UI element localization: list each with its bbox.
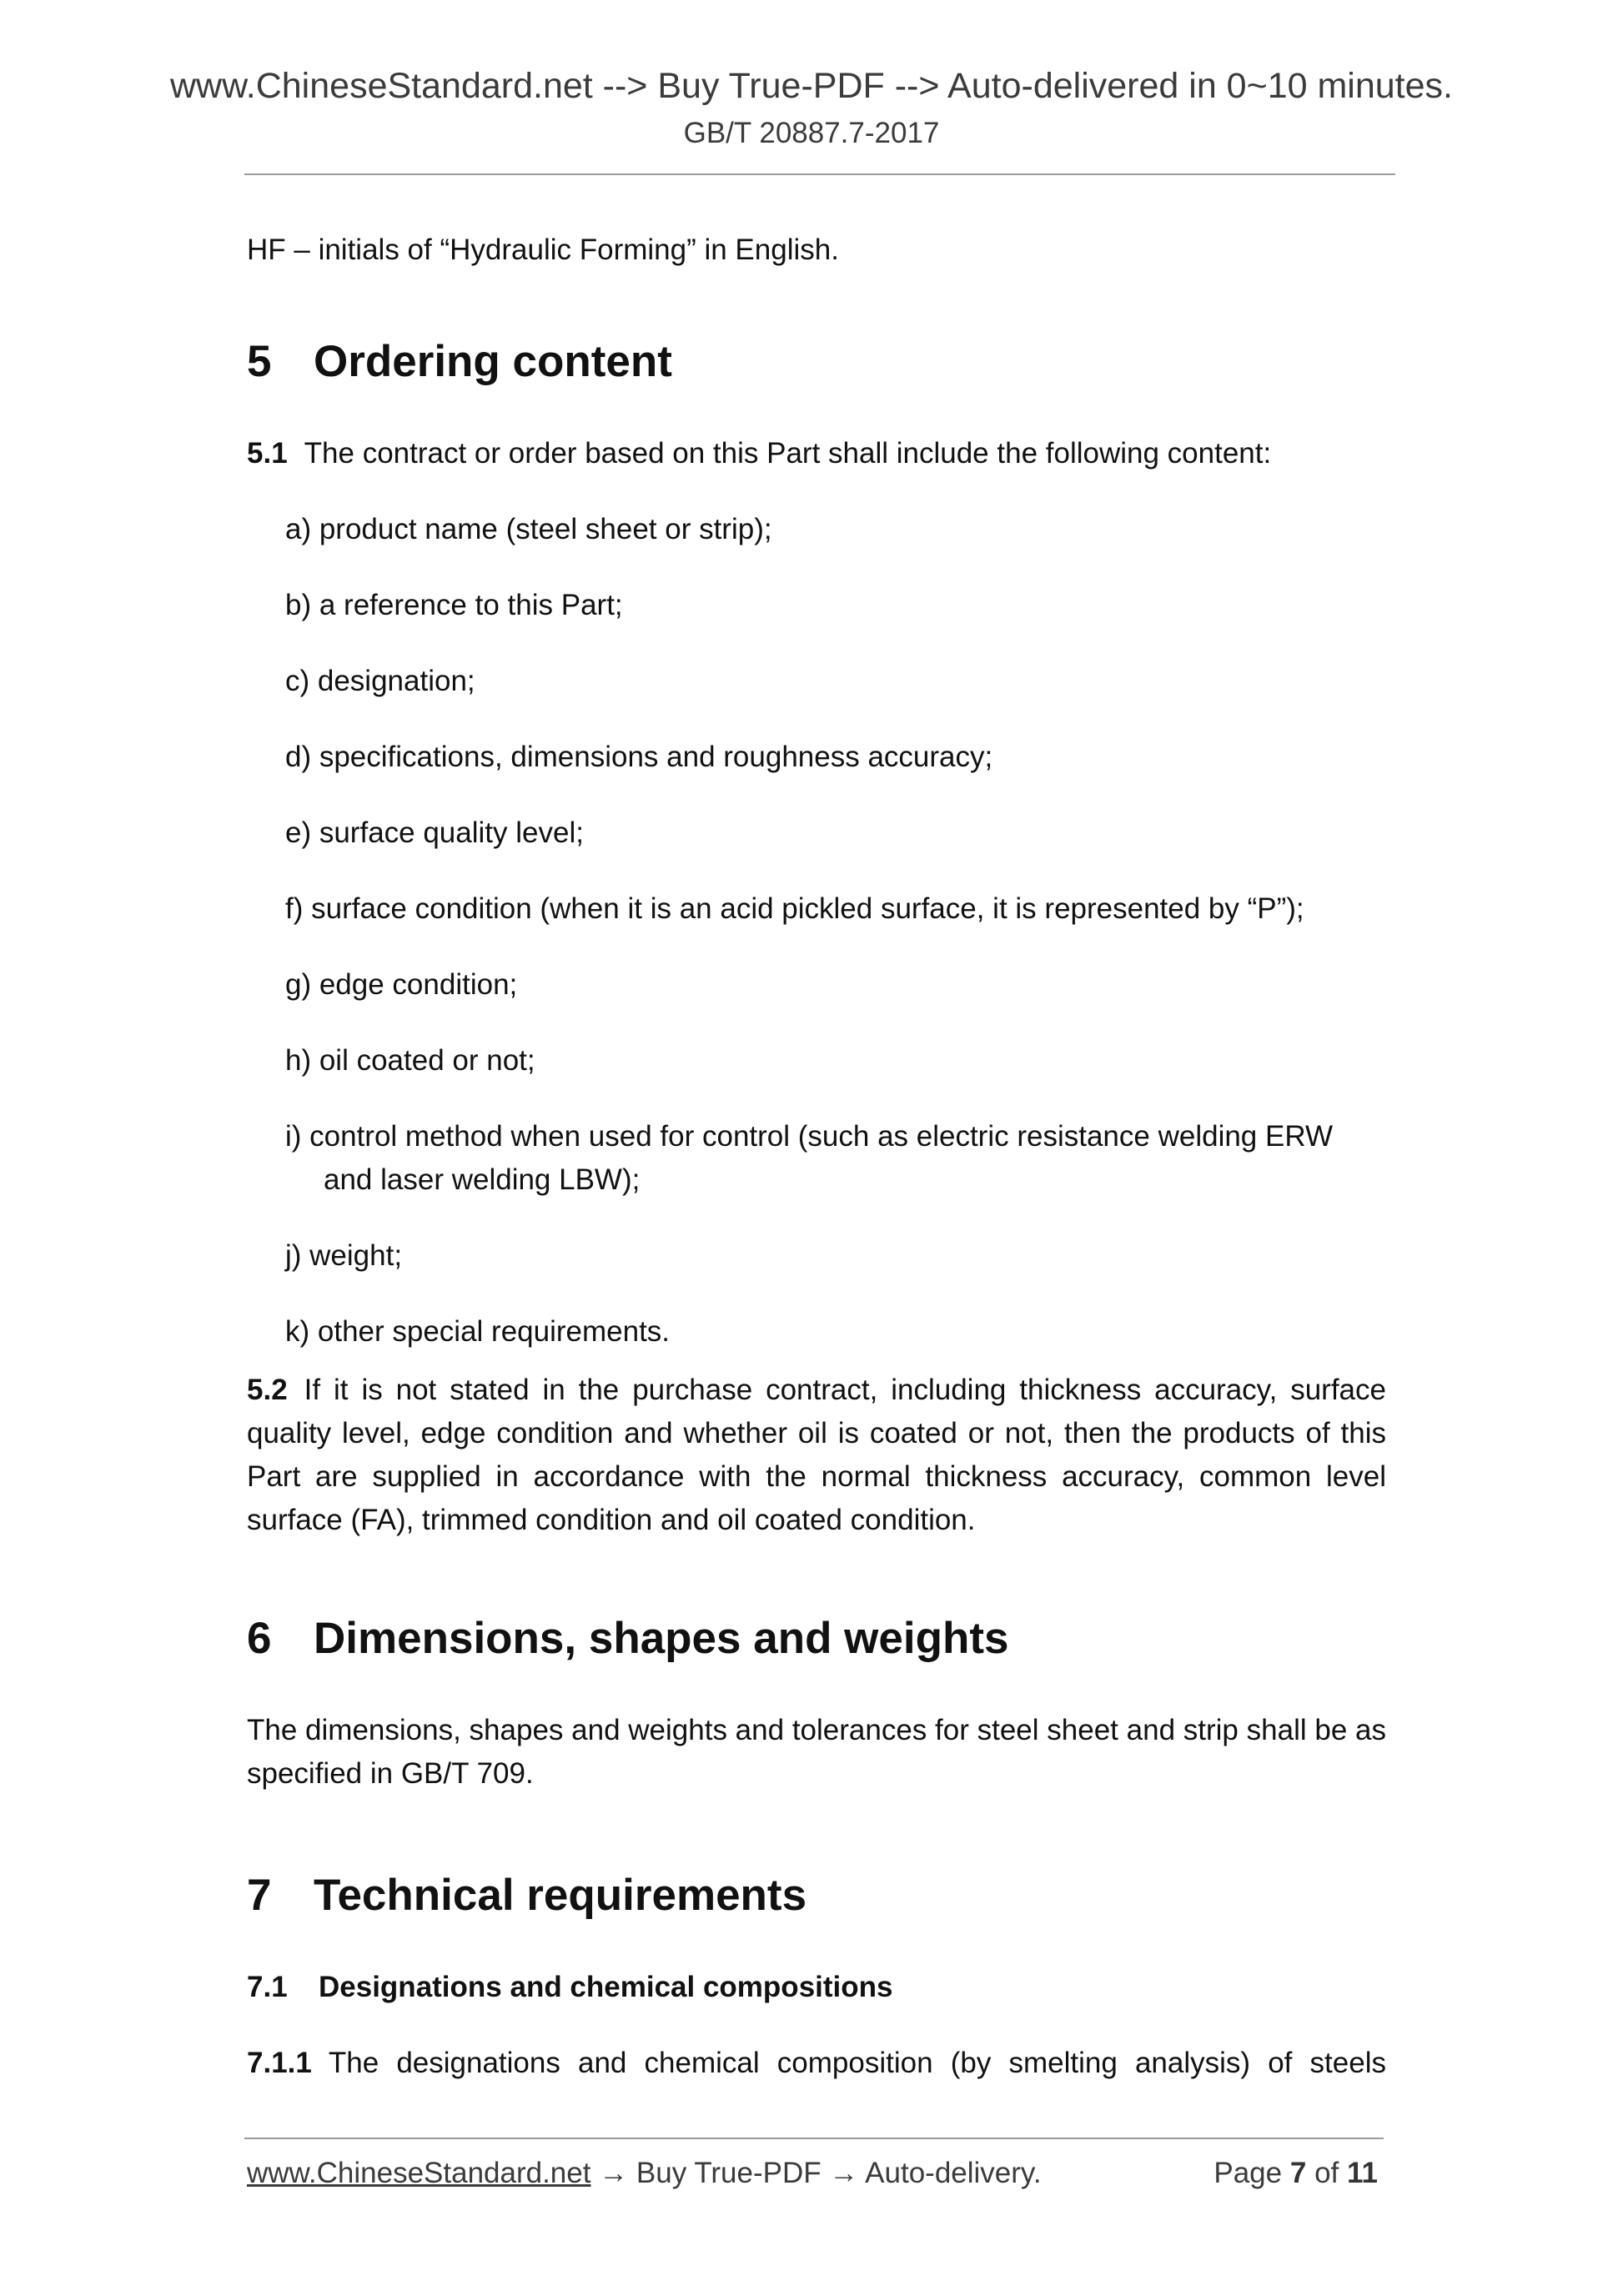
page-footer	[247, 2153, 1378, 2193]
section-number: 5	[247, 337, 272, 386]
page-total: 11	[1347, 2157, 1378, 2189]
footer-site-link[interactable]: www.ChineseStandard.net	[247, 2157, 591, 2189]
clause-7-1-1	[247, 2042, 1386, 2085]
list-item: f) surface condition (when it is an acid pickled surface, it is represented by “P”);	[285, 892, 1304, 925]
list-item: e) surface quality level;	[285, 816, 584, 849]
clause-text: The designations and chemical composition (by smelting analysis) of steels	[328, 2047, 1386, 2079]
list-item-line: i) control method when used for control (such as electric resistance welding ERW	[285, 1120, 1334, 1153]
header-banner: www.ChineseStandard.net --> Buy True-PDF --> Auto-delivered in 0~10 minutes.	[169, 66, 1453, 106]
section-title: Technical requirements	[314, 1871, 807, 1920]
list-item: j) weight;	[285, 1239, 403, 1272]
list-item: h) oil coated or not;	[285, 1044, 535, 1077]
section-number: 6	[247, 1614, 272, 1663]
standard-number: GB/T 20887.7-2017	[683, 117, 940, 149]
section-6-heading	[247, 1612, 1386, 1665]
section-title: Ordering content	[314, 337, 672, 386]
footer-tagline: → Buy True-PDF → Auto-delivery.	[590, 2157, 1042, 2189]
section-6-text: The dimensions, shapes and weights and tolerances for steel sheet and strip shall be as specified in GB/T 709.	[247, 1714, 1386, 1790]
subsection-title: Designations and chemical compositions	[319, 1971, 893, 2003]
of-label: of	[1314, 2157, 1339, 2189]
section-7-heading	[247, 1869, 1386, 1922]
clause-number: 5.2	[247, 1374, 288, 1406]
list-item-line: and laser welding LBW);	[324, 1163, 641, 1196]
list-item: k) other special requirements.	[285, 1315, 671, 1348]
list-item: a) product name (steel sheet or strip);	[285, 513, 772, 545]
clause-number: 7.1.1	[247, 2047, 312, 2079]
clause-text: The contract or order based on this Part shall include the following content:	[304, 437, 1272, 470]
footer-divider	[244, 2138, 1384, 2139]
header-divider	[244, 173, 1395, 175]
subsection-number: 7.1	[247, 1971, 288, 2003]
subsection-7-1-heading	[247, 1966, 1386, 2009]
list-item: d) specifications, dimensions and roughness accuracy;	[285, 741, 993, 773]
page-number: 7	[1289, 2157, 1307, 2189]
intro-line: HF – initials of “Hydraulic Forming” in English.	[247, 234, 839, 266]
clause-5-1	[247, 432, 1386, 475]
page-body	[247, 217, 1386, 2085]
page-indicator	[1213, 2153, 1378, 2193]
list-item: g) edge condition;	[285, 968, 518, 1001]
section-number: 7	[247, 1871, 272, 1920]
clause-number: 5.1	[247, 437, 288, 470]
page-label: Page	[1213, 2157, 1283, 2189]
section-5-heading	[247, 335, 1386, 389]
clause-5-2	[247, 1369, 1386, 1542]
section-title: Dimensions, shapes and weights	[314, 1614, 1009, 1663]
list-item: b) a reference to this Part;	[285, 589, 623, 621]
list-item	[247, 1115, 1386, 1202]
clause-text: If it is not stated in the purchase contract, including thickness accuracy, surface quality level, edge condition and whether oil is coated or not, then the products of this Part are supplied in accordance with the normal thickness accuracy, common level surface (FA), trimmed condition and oil coated condition.	[247, 1374, 1386, 1536]
list-item: c) designation;	[285, 665, 475, 697]
ordering-list	[247, 508, 1386, 1354]
page-header	[0, 65, 1623, 152]
